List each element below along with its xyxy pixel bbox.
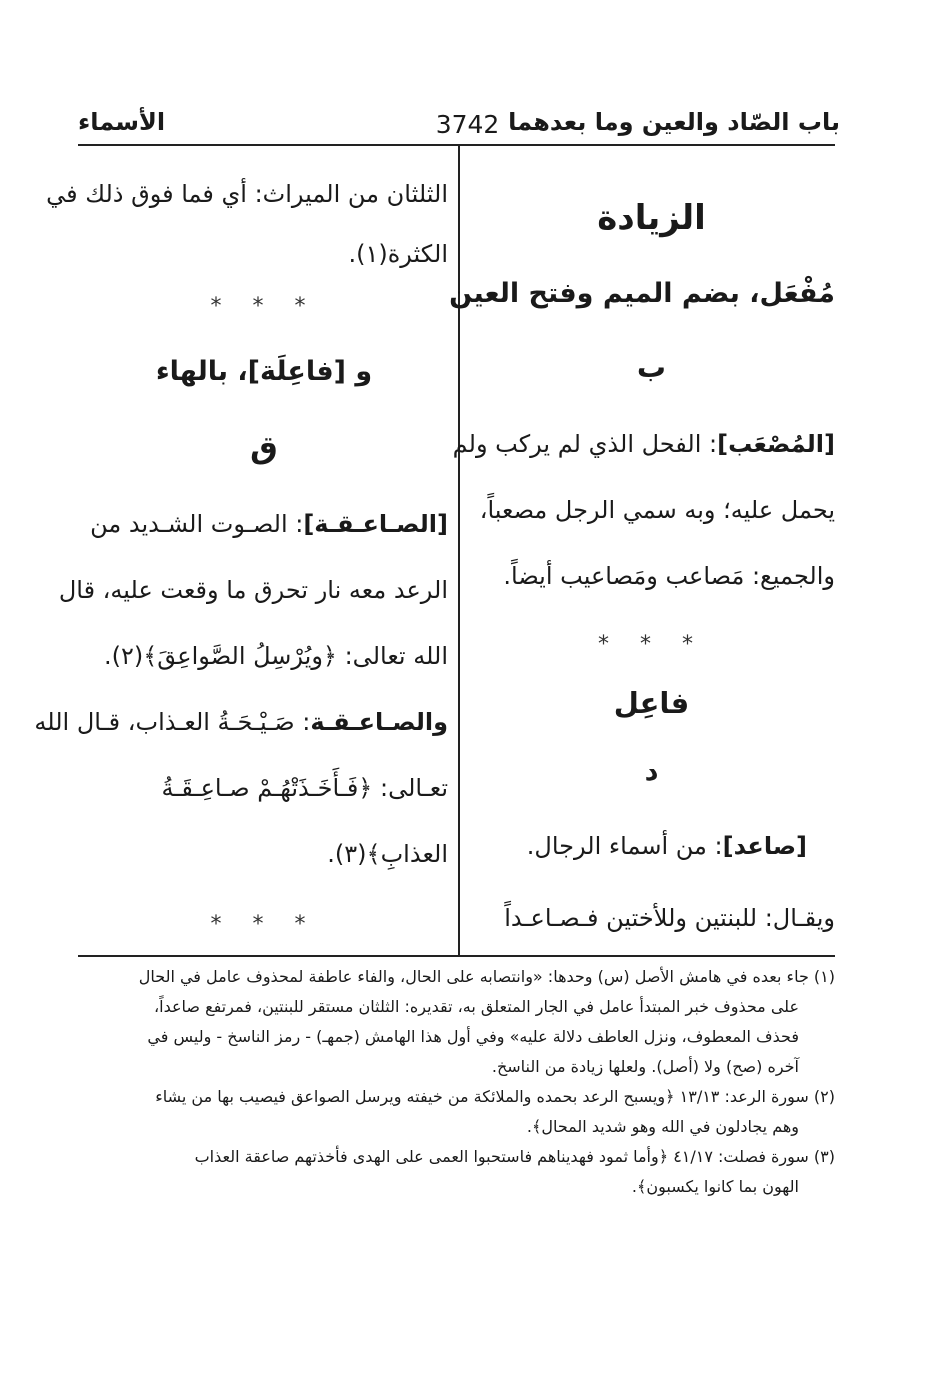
column-divider <box>458 146 460 957</box>
entry-term: [الصـاعـقـة] <box>303 510 448 538</box>
section-separator: * * * <box>210 912 318 937</box>
entry-line: الثلثان من الميراث: أي فما فوق ذلك في <box>46 180 448 208</box>
entry-term: [صاعد] <box>722 832 807 860</box>
entry-line: الله تعالى: ﴿ويُرْسِلُ الصَّواعِقَ﴾(٢). <box>103 642 448 670</box>
pattern-heading: فاعِل <box>613 686 690 720</box>
entry-text: : من أسماء الرجال. <box>526 832 723 860</box>
entry-line: ويقـال: للبنتين وللأختين فـصـاعـداً <box>504 904 835 932</box>
entry-line <box>452 430 835 458</box>
pattern-heading: مُفْعَل، بضم الميم وفتح العين <box>449 278 835 309</box>
footnote-line: آخره (صح) ولا (أصل). ولعلها زيادة من الناسخ. <box>491 1057 799 1076</box>
pattern-heading: و [فاعِلَة]، بالهاء <box>155 356 373 387</box>
entry-term: [المُصْعَب] <box>717 430 835 458</box>
entry-line: تعـالى: ﴿فَـأَخَـذَتْهُـمْ صـاعِـقَـةُ <box>161 774 448 802</box>
entry-line: يحمل عليه؛ وبه سمي الرجل مصعباً، <box>479 496 835 524</box>
entry-text: : الصـوت الشـديد من <box>90 510 304 538</box>
entry-line <box>34 708 448 736</box>
footnote-line: على محذوف خبر المبتدأ عامل في الجار المتعلق به، تقديره: الثلثان مستقر للبنتين، فمرتفع صاعداً، <box>153 997 799 1016</box>
section-separator: * * * <box>598 632 705 657</box>
page-number: 3742 <box>435 110 500 139</box>
footnote-line: الهون بما كانوا يكسبون﴾. <box>631 1177 799 1196</box>
running-header-section: الأسماء <box>78 108 166 136</box>
letter-heading: ق <box>250 430 278 466</box>
footnote-line: (٢) سورة الرعد: ١٣/١٣ ﴿ويسبح الرعد بحمده والملائكة من خيفته ويرسل الصواعق فيصيب بها من يشاء <box>155 1087 835 1106</box>
entry-line: الكثرة(١). <box>348 240 448 268</box>
entry-line: الرعد معه نار تحرق ما وقعت عليه، قال <box>58 576 448 604</box>
section-heading: الزيادة <box>597 198 706 238</box>
footnote-line: وهم يجادلون في الله وهو شديد المحال﴾. <box>526 1117 799 1136</box>
footnote-line: (٣) سورة فصلت: ٤١/١٧ ﴿وأما ثمود فهديناهم فاستحبوا العمى على الهدى فأخذتهم صاعقة العذاب <box>194 1147 835 1166</box>
footnote-rule <box>78 955 835 957</box>
entry-line: والجميع: مَصاعب ومَصاعيب أيضاً. <box>503 562 835 590</box>
entry-line <box>80 510 448 538</box>
section-separator: * * * <box>210 294 318 319</box>
entry-term: والصـاعـقـة <box>310 708 448 736</box>
letter-heading: د <box>644 756 659 787</box>
entry-text: : صَـيْـحَـةُ العـذاب، قـال الله <box>34 708 311 736</box>
entry-line: العذابِ﴾(٣). <box>327 840 448 868</box>
entry-line <box>468 832 835 860</box>
footnote-line: فحذف المعطوف، ونزل العاطف دلالة عليه» وفي أول هذا الهامش (جمهـ) - رمز الناسخ - وليس في <box>147 1027 799 1046</box>
letter-heading: ب <box>636 350 667 384</box>
entry-text: : الفحل الذي لم يركب ولم <box>452 430 718 458</box>
header-rule <box>78 144 835 146</box>
footnotes <box>80 962 835 1202</box>
footnote-line: (١) جاء بعده في هامش الأصل (س) وحدها: «وانتصابه على الحال، والفاء عاطفة لمحذوف عامل في الحال <box>138 967 835 986</box>
running-header-chapter: باب الصّاد والعين وما بعدهما <box>508 108 840 136</box>
